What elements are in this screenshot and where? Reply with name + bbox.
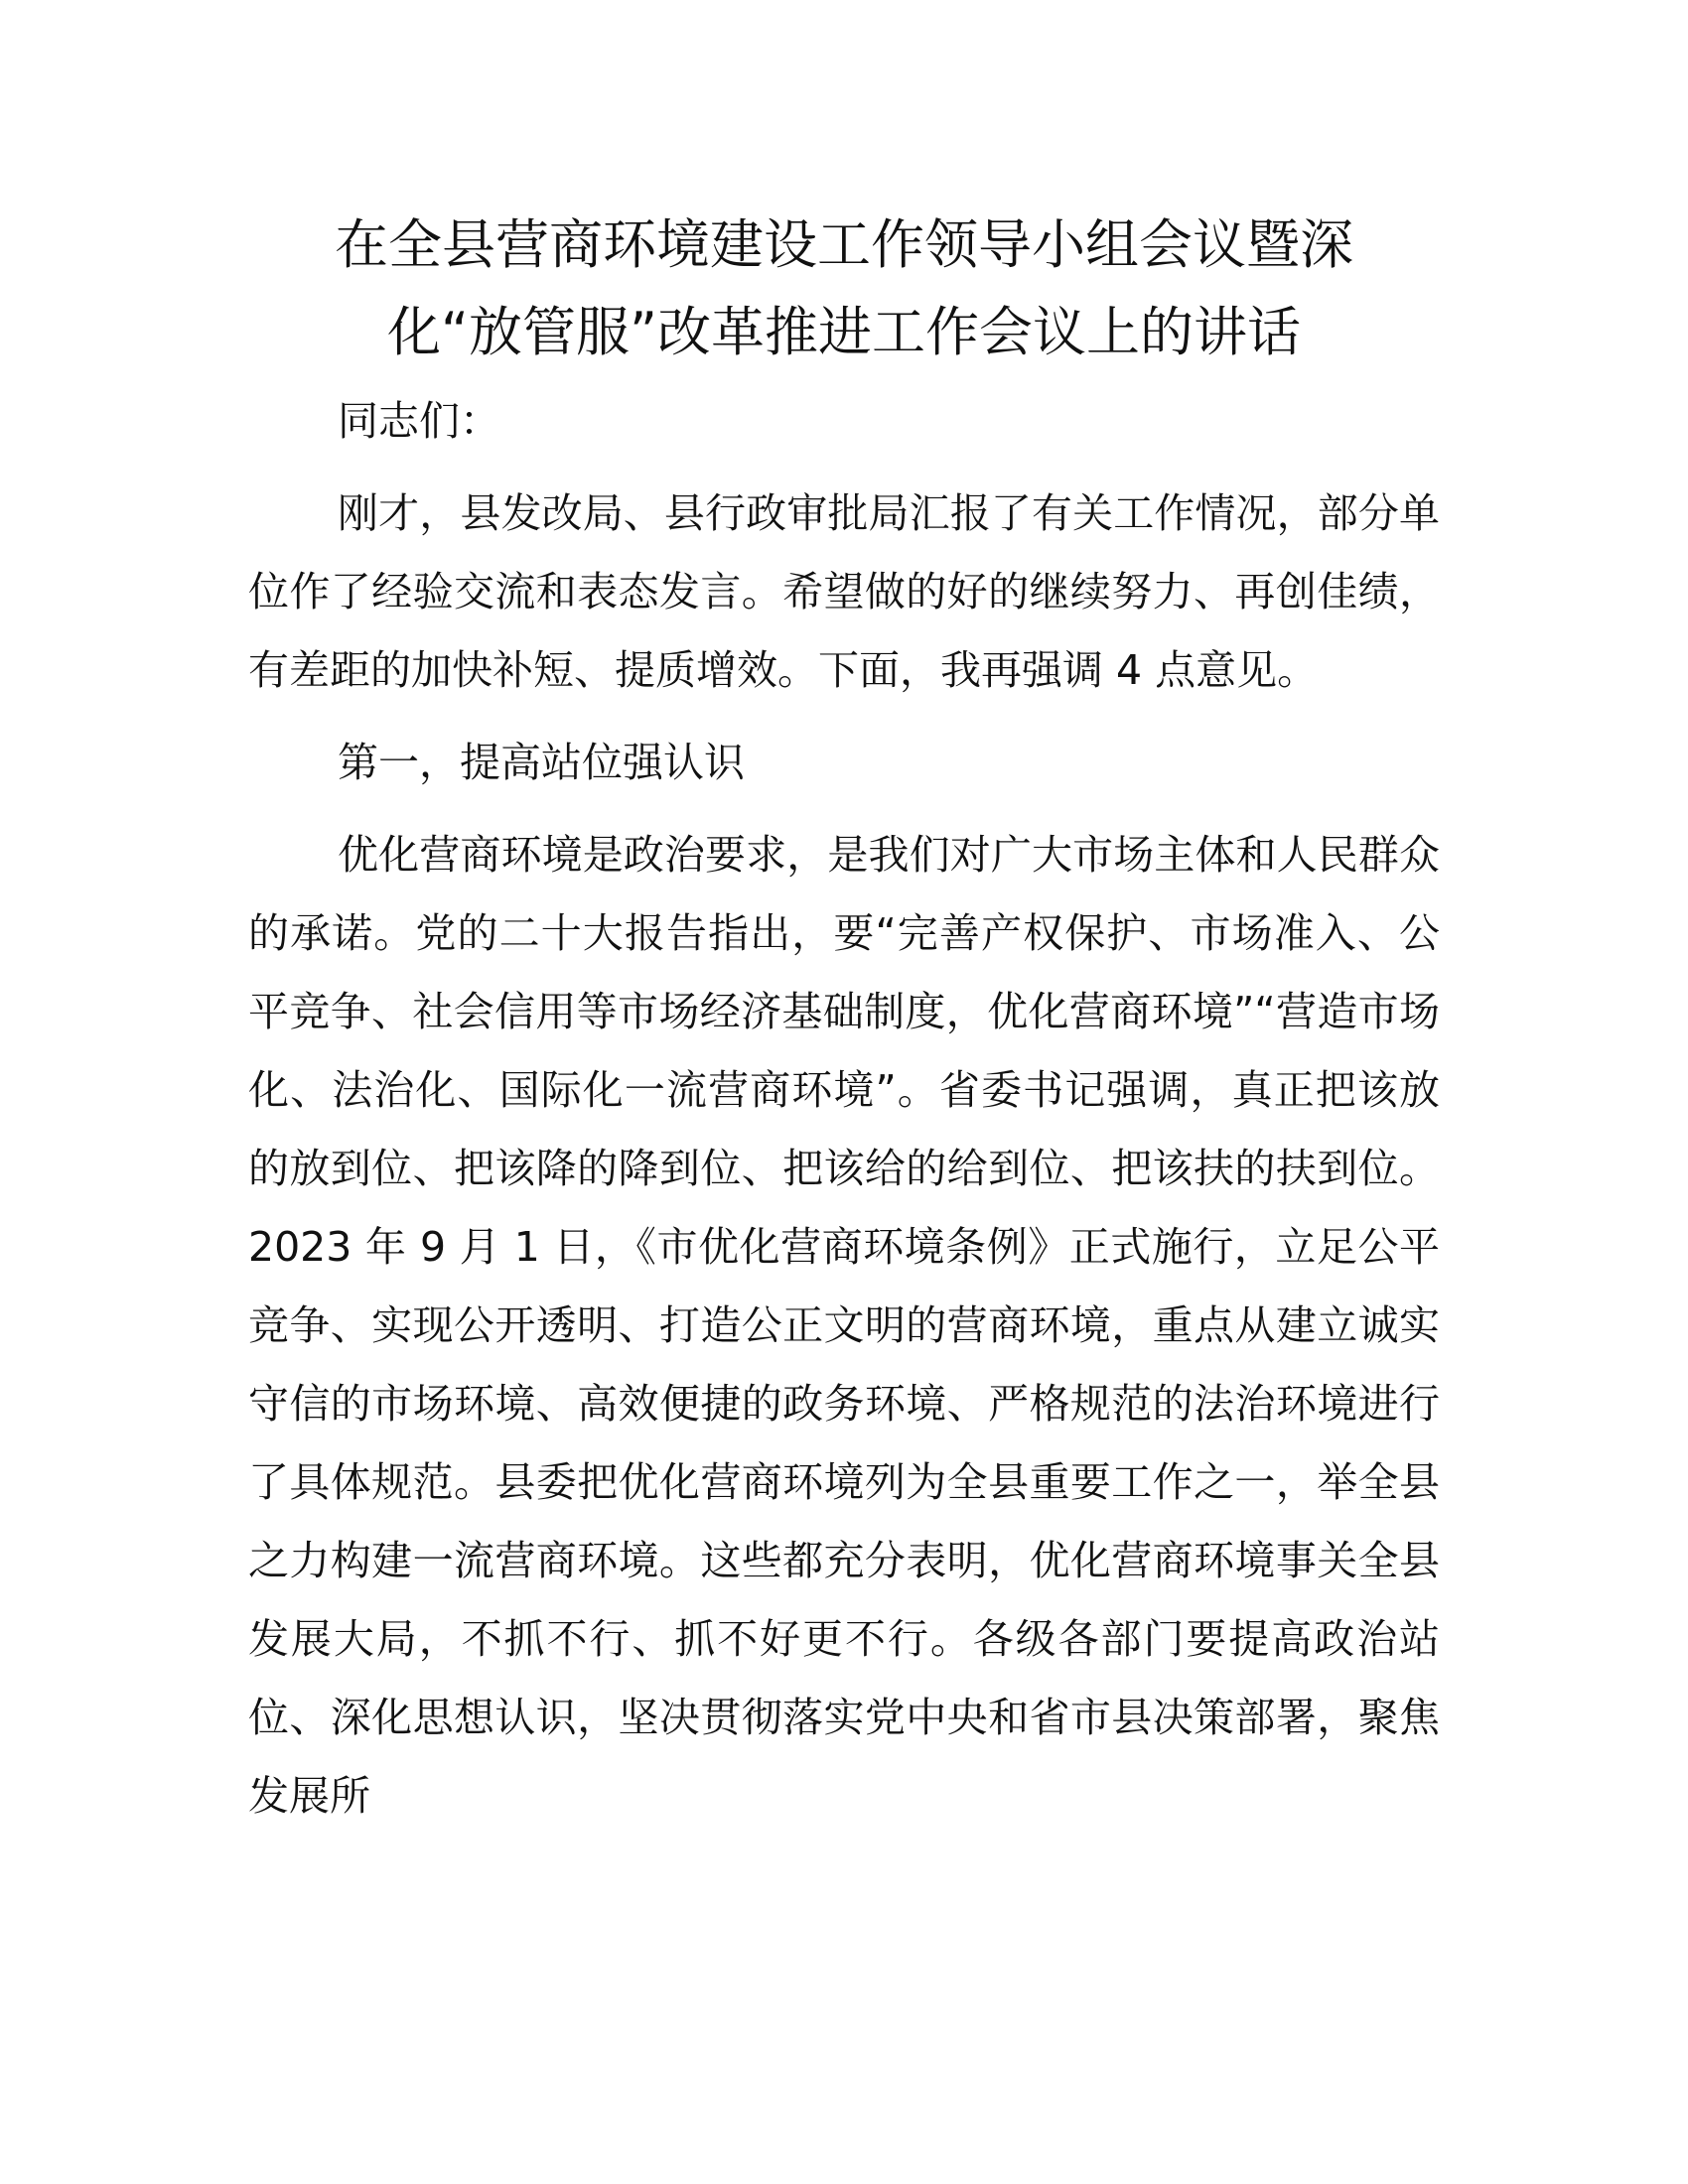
title-line-1: 在全县营商环境建设工作领导小组会议暨深	[335, 213, 1353, 276]
paragraph-first-section: 优化营商环境是政治要求，是我们对广大市场主体和人民群众的承诺。党的二十大报告指出，要“完善产权保护、市场准入、公平竞争、社会信用等市场经济基础制度，优化营商环境”“营造市场化、法治化、国际化一流营商环境”。省委书记强调，真正把该放的放到位、把该降的降到位、把该给的给到位、把该扶的扶到位。2023 年 9 月 1 日，《市优化营商环境条例》正式施行，立足公平竞争、实现公开透明、打造公正文明的营商环境，重点从建立诚实守信的市场环境、高效便捷的政务环境、严格规范的法治环境进行了具体规范。县委把优化营商环境列为全县重要工作之一，举全县之力构建一流营商环境。这些都充分表明，优化营商环境事关全县发展大局，不抓不行、抓不好更不行。各级各部门要提高政治站位、深化思想认识，坚决贯彻落实党中央和省市县决策部署，聚焦发展所	[248, 831, 1440, 1820]
document-body	[248, 382, 1440, 1836]
document-title	[238, 202, 1450, 376]
greeting: 同志们：	[338, 397, 500, 445]
title-line-2: 化“放管服”改革推进工作会议上的讲话	[387, 301, 1301, 363]
paragraph-opening: 刚才，县发改局、县行政审批局汇报了有关工作情况，部分单位作了经验交流和表态发言。希望做的好的继续努力、再创佳绩，有差距的加快补短、提质增效。下面，我再强调 4 点意见。	[248, 489, 1440, 694]
section-heading-first: 第一，提高站位强认识	[338, 739, 745, 786]
